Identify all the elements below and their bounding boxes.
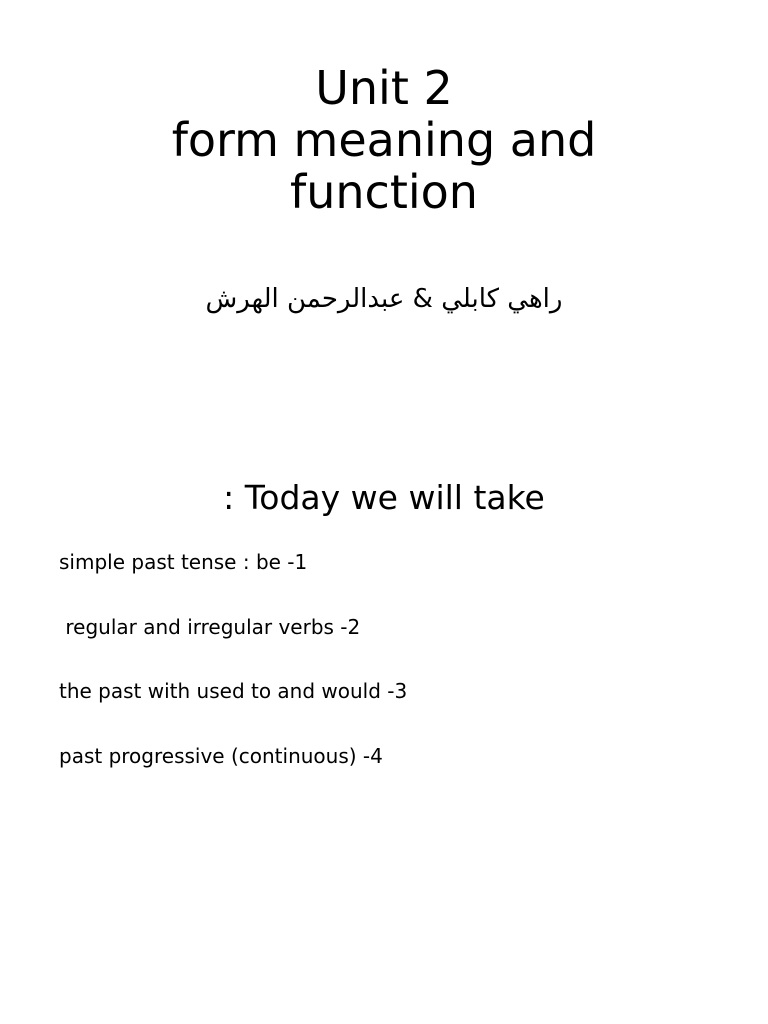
- topic-item: simple past tense : be -1: [59, 550, 308, 574]
- topic-list: [59, 547, 407, 805]
- topic-item: past progressive (continuous) -4: [59, 743, 383, 768]
- title-line-2: form meaning and: [171, 113, 597, 167]
- topic-item: the past with used to and would -3: [59, 679, 408, 703]
- title-line-1: Unit 2: [315, 61, 453, 115]
- title-line-3: function: [290, 165, 478, 219]
- slide-title: [0, 62, 768, 218]
- topic-item: regular and irregular verbs -2: [59, 614, 361, 639]
- authors-line: راهي كابلي & عبدالرحمن الهرش: [205, 284, 563, 314]
- agenda-heading: : Today we will take: [223, 478, 545, 517]
